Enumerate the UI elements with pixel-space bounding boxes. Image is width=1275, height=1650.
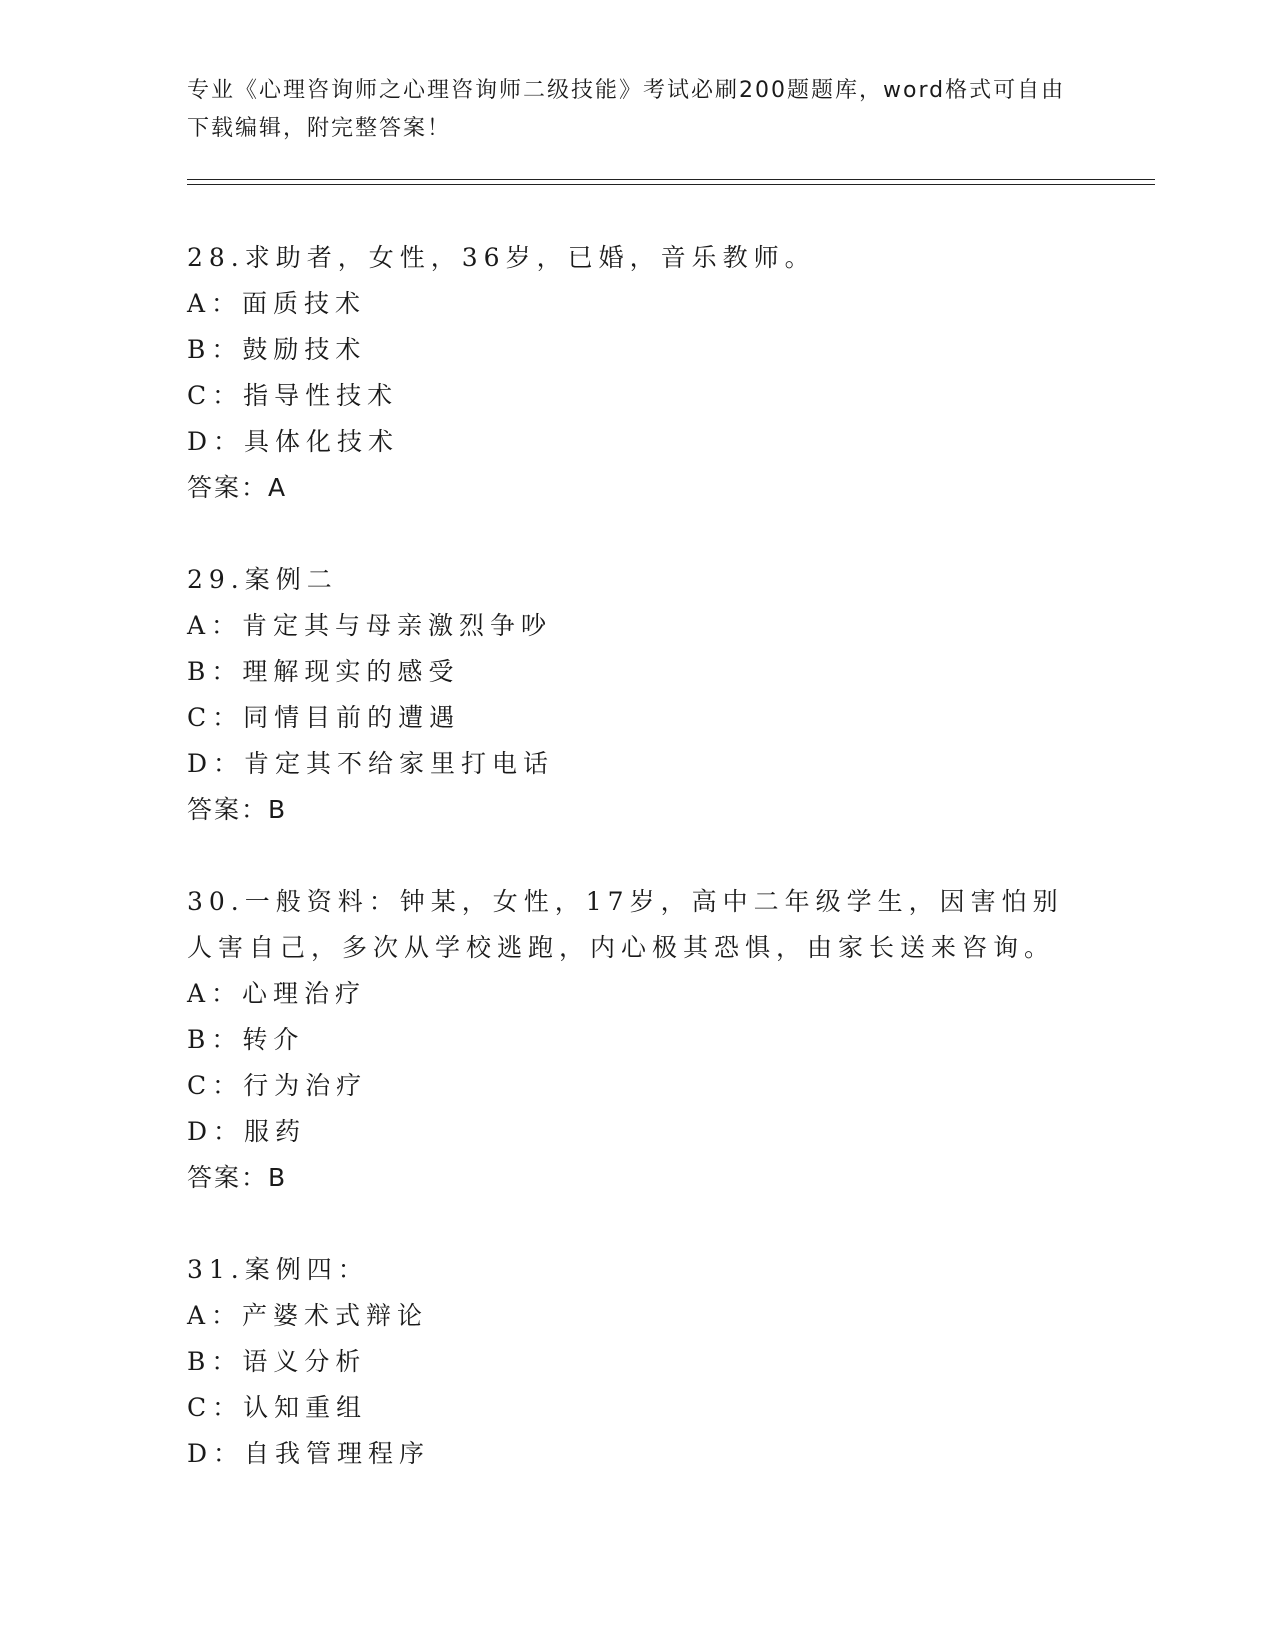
question-stem: 31.案例四： — [187, 1255, 369, 1284]
option-d: D：服药 — [187, 1117, 307, 1146]
option-d: D：具体化技术 — [187, 427, 400, 456]
question-31 — [187, 1247, 1087, 1477]
option-b: B：鼓励技术 — [187, 335, 367, 364]
option-d: D：肯定其不给家里打电话 — [187, 749, 555, 778]
option-c: C：指导性技术 — [187, 381, 399, 410]
option-c: C：行为治疗 — [187, 1071, 368, 1100]
question-stem: 30.一般资料：钟某，女性，17岁，高中二年级学生，因害怕别人害自己，多次从学校逃跑，内心极其恐惧，由家长送来咨询。 — [187, 887, 1064, 962]
question-30 — [187, 879, 1087, 1201]
answer-line: 答案：A — [187, 473, 288, 502]
option-b: B：理解现实的感受 — [187, 657, 460, 686]
document-header: 专业《心理咨询师之心理咨询师二级技能》考试必刷200题题库，word格式可自由下载编辑，附完整答案！ — [187, 78, 1066, 141]
answer-line: 答案：B — [187, 1163, 288, 1192]
option-a: A：面质技术 — [187, 289, 367, 318]
option-a: A：产婆术式辩论 — [187, 1301, 429, 1330]
question-stem: 29.案例二 — [187, 565, 338, 594]
option-a: A：心理治疗 — [187, 979, 367, 1008]
option-c: C：认知重组 — [187, 1393, 368, 1422]
question-list — [187, 235, 1087, 1523]
answer-line: 答案：B — [187, 795, 288, 824]
header-divider-bottom — [187, 184, 1155, 185]
option-c: C：同情目前的遭遇 — [187, 703, 461, 732]
option-a: A：肯定其与母亲激烈争吵 — [187, 611, 553, 640]
question-29 — [187, 557, 1087, 833]
option-b: B：转介 — [187, 1025, 305, 1054]
question-28 — [187, 235, 1087, 511]
header-divider-top — [187, 179, 1155, 180]
question-stem: 28.求助者，女性，36岁，已婚，音乐教师。 — [187, 243, 816, 272]
option-d: D：自我管理程序 — [187, 1439, 431, 1468]
option-b: B：语义分析 — [187, 1347, 367, 1376]
